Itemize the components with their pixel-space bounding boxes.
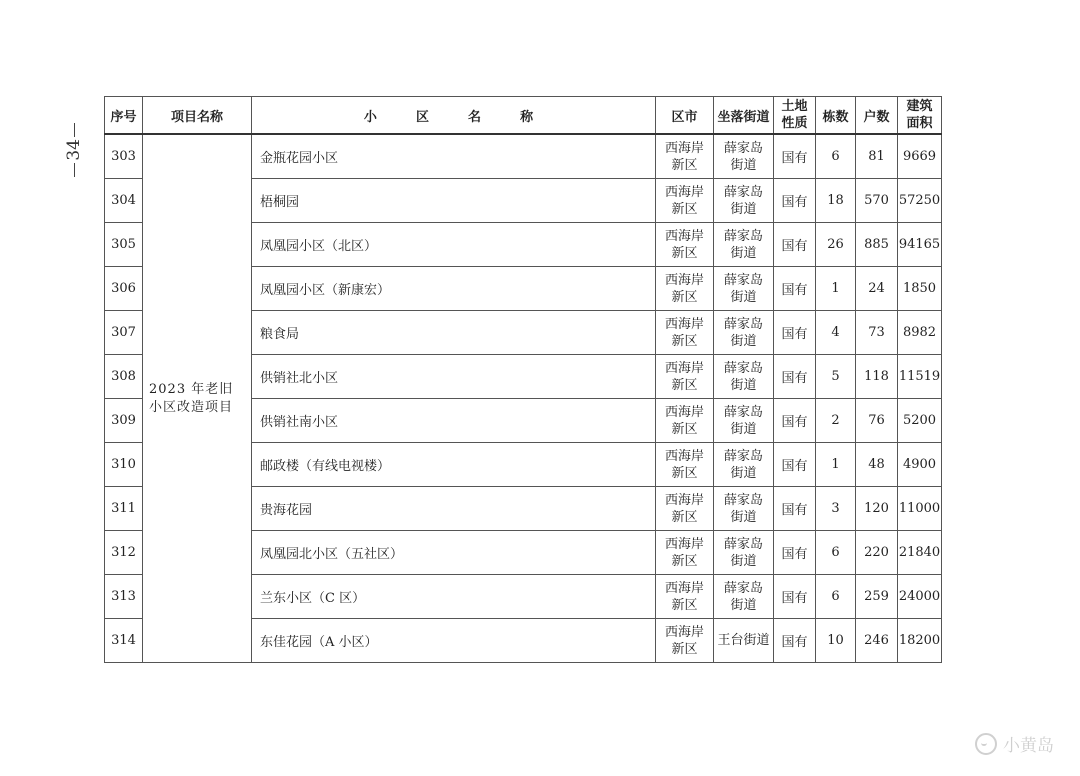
cell-households: 76 — [856, 399, 898, 443]
cell-area: 4900 — [898, 443, 942, 487]
cell-street-line1: 薛家岛 — [723, 536, 763, 552]
header-land-line1: 土地 — [781, 99, 808, 114]
cell-street-line1: 薛家岛 — [723, 184, 763, 200]
cell-buildings: 1 — [816, 267, 856, 311]
cell-households: 73 — [856, 311, 898, 355]
cell-street-line2: 街道 — [730, 245, 757, 261]
cell-street — [714, 619, 774, 663]
cell-community-name: 凤凰园北小区（五社区） — [252, 531, 656, 575]
cell-area: 8982 — [898, 311, 942, 355]
cell-district — [656, 443, 714, 487]
cell-street — [714, 179, 774, 223]
cell-street — [714, 487, 774, 531]
cell-community-name: 凤凰园小区（北区） — [252, 223, 656, 267]
cell-index: 308 — [105, 355, 143, 399]
table-body — [105, 134, 942, 663]
cell-street-line1: 薛家岛 — [723, 228, 763, 244]
cell-street-line1: 薛家岛 — [723, 272, 763, 288]
cell-land-type: 国有 — [774, 179, 816, 223]
header-project: 项目名称 — [143, 97, 252, 135]
cell-land-type: 国有 — [774, 619, 816, 663]
cell-land-type: 国有 — [774, 223, 816, 267]
header-land — [774, 97, 816, 135]
cell-buildings: 18 — [816, 179, 856, 223]
watermark — [975, 731, 1054, 756]
cell-district-line1: 西海岸 — [664, 272, 704, 288]
cell-index: 311 — [105, 487, 143, 531]
cell-district-line1: 西海岸 — [664, 360, 704, 376]
cell-buildings: 5 — [816, 355, 856, 399]
cell-district-line2: 新区 — [671, 377, 698, 393]
cell-district-line2: 新区 — [671, 553, 698, 569]
cell-index: 309 — [105, 399, 143, 443]
cell-index: 306 — [105, 267, 143, 311]
cell-project-name: 2023 年老旧小区改造项目 — [143, 134, 252, 663]
cell-district — [656, 134, 714, 179]
cell-households: 570 — [856, 179, 898, 223]
cell-buildings: 6 — [816, 531, 856, 575]
cell-street-line1: 薛家岛 — [723, 360, 763, 376]
cell-district-line2: 新区 — [671, 465, 698, 481]
cell-area: 24000 — [898, 575, 942, 619]
page-number — [62, 100, 86, 200]
cell-street-line2: 街道 — [730, 509, 757, 525]
cell-district-line1: 西海岸 — [664, 316, 704, 332]
cell-street-line1: 薛家岛 — [723, 140, 763, 156]
cell-district-line1: 西海岸 — [664, 580, 704, 596]
cell-index: 313 — [105, 575, 143, 619]
cell-buildings: 1 — [816, 443, 856, 487]
cell-community-name: 凤凰园小区（新康宏） — [252, 267, 656, 311]
cell-street — [714, 223, 774, 267]
header-households: 户数 — [856, 97, 898, 135]
cell-area: 1850 — [898, 267, 942, 311]
cell-street-line2: 街道 — [730, 201, 757, 217]
cell-index: 305 — [105, 223, 143, 267]
cell-land-type: 国有 — [774, 355, 816, 399]
cell-area: 21840 — [898, 531, 942, 575]
cell-area: 18200 — [898, 619, 942, 663]
watermark-text: 小黄岛 — [1003, 736, 1054, 756]
page-number-dash-top — [74, 123, 75, 137]
cell-area: 11519 — [898, 355, 942, 399]
cell-street-line1: 薛家岛 — [723, 404, 763, 420]
cell-land-type: 国有 — [774, 311, 816, 355]
cell-district-line1: 西海岸 — [664, 140, 704, 156]
cell-district-line1: 西海岸 — [664, 492, 704, 508]
header-area — [898, 97, 942, 135]
cell-community-name: 邮政楼（有线电视楼） — [252, 443, 656, 487]
header-buildings: 栋数 — [816, 97, 856, 135]
cell-area: 5200 — [898, 399, 942, 443]
header-land-line2: 性质 — [781, 116, 808, 131]
cell-community-name: 金瓶花园小区 — [252, 134, 656, 179]
cell-street-line2: 街道 — [730, 333, 757, 349]
cell-community-name: 贵海花园 — [252, 487, 656, 531]
cell-index: 312 — [105, 531, 143, 575]
cell-buildings: 2 — [816, 399, 856, 443]
cell-street — [714, 134, 774, 179]
table-header-row — [105, 97, 942, 135]
cell-buildings: 6 — [816, 134, 856, 179]
cell-land-type: 国有 — [774, 134, 816, 179]
cell-community-name: 东佳花园（A 小区） — [252, 619, 656, 663]
cell-index: 304 — [105, 179, 143, 223]
cell-district-line2: 新区 — [671, 289, 698, 305]
header-area-line2: 面积 — [906, 116, 933, 131]
cell-district-line2: 新区 — [671, 157, 698, 173]
cell-street-line1: 薛家岛 — [723, 492, 763, 508]
cell-street — [714, 267, 774, 311]
cell-street-line1: 王台街道 — [717, 633, 770, 648]
cell-street-line2: 街道 — [730, 465, 757, 481]
cell-land-type: 国有 — [774, 487, 816, 531]
cell-district-line2: 新区 — [671, 597, 698, 613]
cell-district — [656, 355, 714, 399]
cell-district-line2: 新区 — [671, 201, 698, 217]
page-number-text: 34 — [63, 139, 84, 161]
header-area-line1: 建筑 — [906, 99, 933, 114]
cell-buildings: 3 — [816, 487, 856, 531]
cell-street-line2: 街道 — [730, 377, 757, 393]
cell-street — [714, 355, 774, 399]
cell-district-line2: 新区 — [671, 245, 698, 261]
cell-district-line1: 西海岸 — [664, 404, 704, 420]
cell-district — [656, 619, 714, 663]
cell-street — [714, 399, 774, 443]
cell-households: 246 — [856, 619, 898, 663]
cell-street-line1: 薛家岛 — [723, 316, 763, 332]
cell-index: 314 — [105, 619, 143, 663]
cell-street-line2: 街道 — [730, 289, 757, 305]
cell-households: 118 — [856, 355, 898, 399]
cell-street-line2: 街道 — [730, 597, 757, 613]
cell-district-line1: 西海岸 — [664, 448, 704, 464]
cell-street — [714, 443, 774, 487]
community-table — [104, 96, 942, 663]
cell-street-line2: 街道 — [730, 157, 757, 173]
cell-households: 120 — [856, 487, 898, 531]
cell-district — [656, 267, 714, 311]
header-community: 小 区 名 称 — [252, 97, 656, 135]
cell-community-name: 梧桐园 — [252, 179, 656, 223]
cell-district-line2: 新区 — [671, 509, 698, 525]
cell-buildings: 6 — [816, 575, 856, 619]
cell-community-name: 兰东小区（C 区） — [252, 575, 656, 619]
cell-land-type: 国有 — [774, 575, 816, 619]
cell-street-line1: 薛家岛 — [723, 580, 763, 596]
cell-households: 24 — [856, 267, 898, 311]
cell-street-line2: 街道 — [730, 421, 757, 437]
header-index: 序号 — [105, 97, 143, 135]
cell-district-line1: 西海岸 — [664, 228, 704, 244]
cell-district-line2: 新区 — [671, 641, 698, 657]
cell-buildings: 4 — [816, 311, 856, 355]
cell-area: 57250 — [898, 179, 942, 223]
cell-community-name: 粮食局 — [252, 311, 656, 355]
cell-district — [656, 575, 714, 619]
cell-community-name: 供销社南小区 — [252, 399, 656, 443]
cell-district — [656, 399, 714, 443]
cell-street-line1: 薛家岛 — [723, 448, 763, 464]
cell-district-line2: 新区 — [671, 333, 698, 349]
cell-land-type: 国有 — [774, 399, 816, 443]
table-row — [105, 134, 942, 179]
cell-buildings: 26 — [816, 223, 856, 267]
cell-area: 11000 — [898, 487, 942, 531]
cell-district — [656, 179, 714, 223]
cell-street — [714, 531, 774, 575]
watermark-logo-icon — [975, 733, 997, 755]
cell-households: 259 — [856, 575, 898, 619]
cell-street — [714, 575, 774, 619]
cell-index: 310 — [105, 443, 143, 487]
cell-households: 885 — [856, 223, 898, 267]
cell-households: 220 — [856, 531, 898, 575]
cell-community-name: 供销社北小区 — [252, 355, 656, 399]
cell-district-line1: 西海岸 — [664, 536, 704, 552]
cell-area: 94165 — [898, 223, 942, 267]
cell-land-type: 国有 — [774, 267, 816, 311]
page-number-dash-bottom — [74, 163, 75, 177]
cell-district — [656, 531, 714, 575]
cell-households: 81 — [856, 134, 898, 179]
cell-area: 9669 — [898, 134, 942, 179]
cell-street-line2: 街道 — [730, 553, 757, 569]
cell-land-type: 国有 — [774, 531, 816, 575]
cell-households: 48 — [856, 443, 898, 487]
cell-district-line1: 西海岸 — [664, 184, 704, 200]
cell-district — [656, 311, 714, 355]
cell-district-line2: 新区 — [671, 421, 698, 437]
cell-district — [656, 223, 714, 267]
cell-index: 307 — [105, 311, 143, 355]
header-street: 坐落街道 — [714, 97, 774, 135]
cell-index: 303 — [105, 134, 143, 179]
cell-buildings: 10 — [816, 619, 856, 663]
cell-land-type: 国有 — [774, 443, 816, 487]
cell-district — [656, 487, 714, 531]
cell-district-line1: 西海岸 — [664, 624, 704, 640]
header-district: 区市 — [656, 97, 714, 135]
cell-street — [714, 311, 774, 355]
